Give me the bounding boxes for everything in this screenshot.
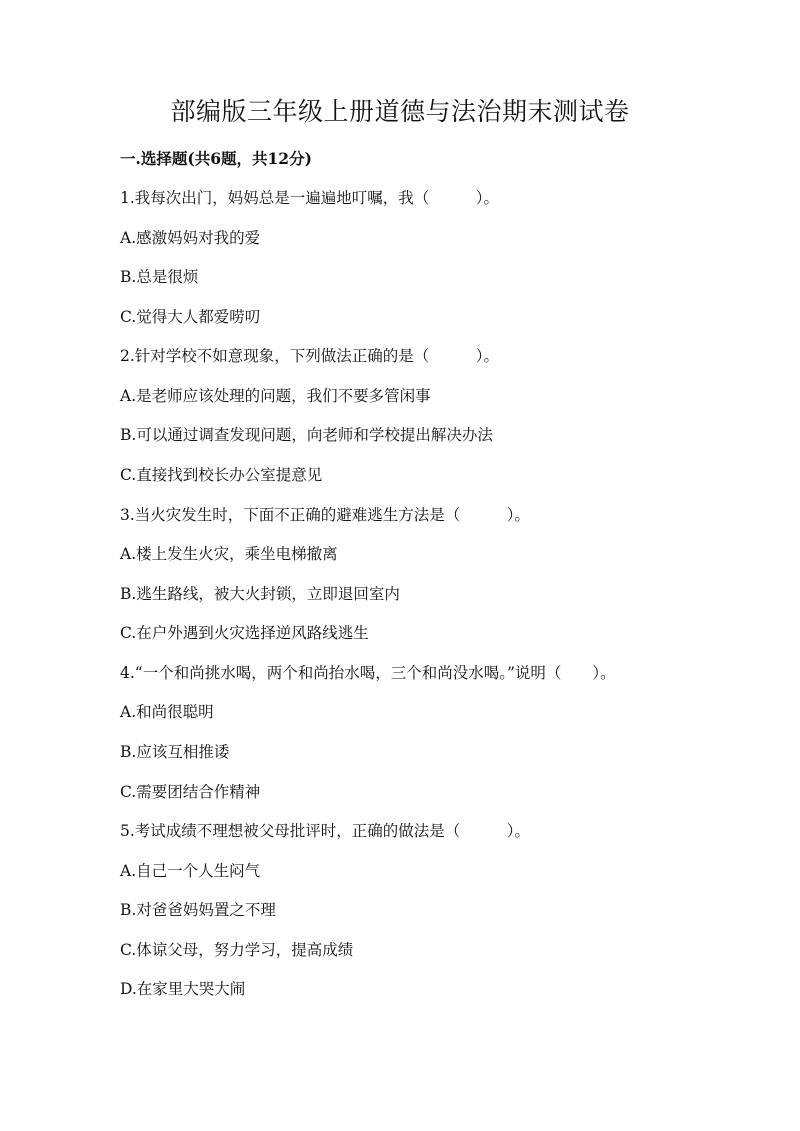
exam-title: 部编版三年级上册道德与法治期末测试卷	[170, 97, 630, 126]
question-1-option-c: C.觉得大人都爱唠叨	[120, 308, 261, 326]
question-5-option-d: D.在家里大哭大闹	[120, 980, 246, 998]
question-1-stem: 1.我每次出门，妈妈总是一遍遍地叮嘱，我（ ）。	[120, 189, 500, 207]
question-2-stem: 2.针对学校不如意现象，下列做法正确的是（ ）。	[120, 347, 500, 365]
question-2-option-a: A.是老师应该处理的问题，我们不要多管闲事	[120, 387, 431, 405]
question-3-option-a: A.楼上发生火灾，乘坐电梯撤离	[120, 545, 338, 563]
question-1-option-b: B.总是很烦	[120, 268, 199, 286]
question-5-option-c: C.体谅父母，努力学习，提高成绩	[120, 941, 354, 959]
question-3-option-c: C.在户外遇到火灾选择逆风路线逃生	[120, 624, 369, 642]
question-4-option-c: C.需要团结合作精神	[120, 783, 261, 801]
question-4-option-b: B.应该互相推诿	[120, 743, 230, 761]
section-heading: 一.选择题(共6题，共12分)	[120, 149, 312, 168]
question-2-option-c: C.直接找到校长办公室提意见	[120, 466, 323, 484]
question-2-option-b: B.可以通过调查发现问题，向老师和学校提出解决办法	[120, 426, 493, 444]
question-4-option-a: A.和尚很聪明	[120, 703, 214, 721]
question-5-stem: 5.考试成绩不理想被父母批评时，正确的做法是（ ）。	[120, 822, 531, 840]
question-5-option-a: A.自己一个人生闷气	[120, 862, 261, 880]
question-5-option-b: B.对爸爸妈妈置之不理	[120, 901, 276, 919]
question-3-option-b: B.逃生路线，被大火封锁，立即退回室内	[120, 585, 400, 603]
question-3-stem: 3.当火灾发生时，下面不正确的避难逃生方法是（ ）。	[120, 506, 531, 524]
question-4-stem: 4.“一个和尚挑水喝，两个和尚抬水喝，三个和尚没水喝。”说明（ ）。	[120, 664, 616, 682]
question-1-option-a: A.感激妈妈对我的爱	[120, 229, 261, 247]
